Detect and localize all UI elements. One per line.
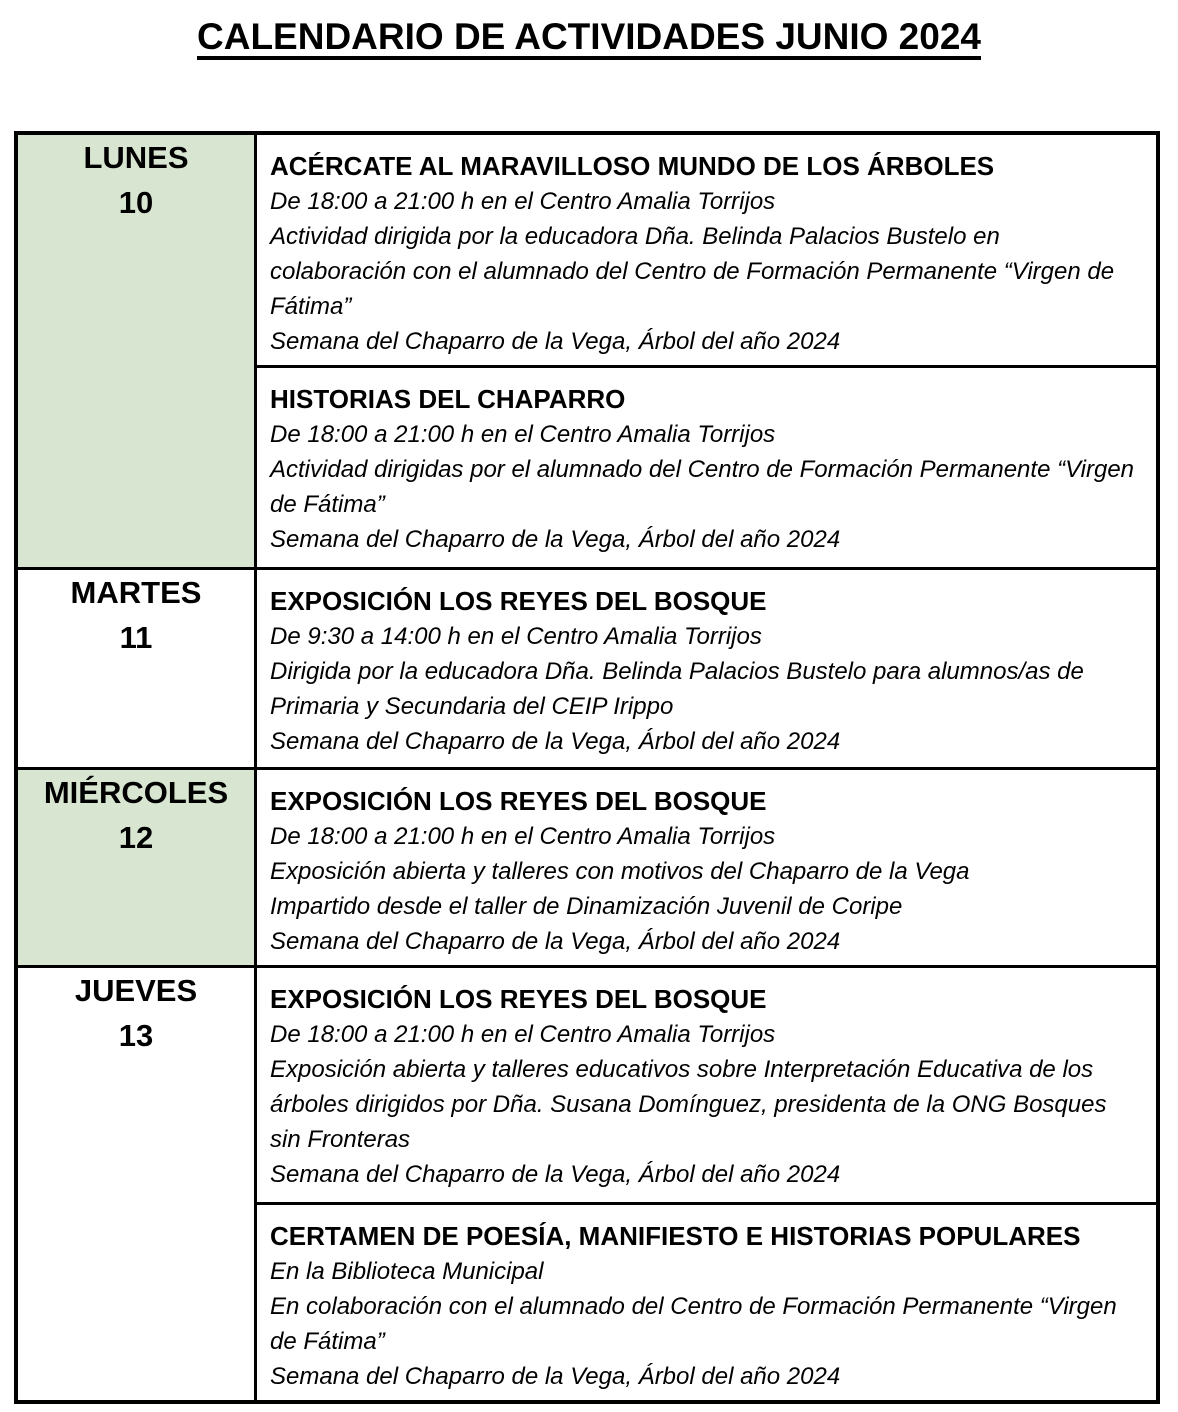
activity-detail: Exposición abierta y talleres con motivos del Chaparro de la Vega	[270, 858, 970, 885]
activity-detail: De 18:00 a 21:00 h en el Centro Amalia Torrijos	[270, 823, 776, 850]
activity-detail: Actividad dirigida por la educadora Dña. Belinda Palacios Bustelo en colaboración con el alumnado del Centro de Formación Permanente “Virgen de Fátima”	[270, 223, 1115, 320]
activity-title: EXPOSICIÓN LOS REYES DEL BOSQUE	[270, 586, 767, 616]
activity-detail: Exposición abierta y talleres educativos sobre Interpretación Educativa de los árboles dirigidos por Dña. Susana Domínguez, presidenta de la ONG Bosques sin Fronteras	[270, 1056, 1107, 1153]
activity-title: HISTORIAS DEL CHAPARRO	[270, 384, 626, 414]
activity-title: CERTAMEN DE POESÍA, MANIFIESTO E HISTORIAS POPULARES	[270, 1221, 1081, 1251]
activity-detail: Semana del Chaparro de la Vega, Árbol del año 2024	[270, 728, 841, 755]
day-name: MARTES	[70, 575, 202, 610]
activity-detail: De 9:30 a 14:00 h en el Centro Amalia Torrijos	[270, 623, 762, 650]
day-cell-martes	[16, 569, 256, 769]
day-number: 11	[119, 619, 153, 655]
activity-cell-lunes-1	[256, 133, 1159, 367]
activity-detail: En la Biblioteca Municipal	[270, 1258, 544, 1285]
activity-detail: De 18:00 a 21:00 h en el Centro Amalia Torrijos	[270, 1021, 776, 1048]
activity-cell-lunes-2	[256, 367, 1159, 569]
activity-detail: Semana del Chaparro de la Vega, Árbol del año 2024	[270, 1363, 841, 1390]
activity-detail: Semana del Chaparro de la Vega, Árbol del año 2024	[270, 526, 841, 553]
activity-detail: De 18:00 a 21:00 h en el Centro Amalia Torrijos	[270, 421, 776, 448]
activity-detail: Actividad dirigidas por el alumnado del Centro de Formación Permanente “Virgen de Fátima”	[270, 456, 1135, 518]
activity-cell-jueves-1	[256, 967, 1159, 1204]
day-name: LUNES	[83, 140, 189, 175]
page-title: CALENDARIO DE ACTIVIDADES JUNIO 2024	[197, 16, 981, 57]
table-row-jueves	[16, 967, 1158, 1204]
table-row-miercoles	[16, 769, 1158, 967]
activity-cell-miercoles	[256, 769, 1159, 967]
day-cell-jueves	[16, 967, 256, 1403]
activity-title: ACÉRCATE AL MARAVILLOSO MUNDO DE LOS ÁRBOLES	[270, 151, 995, 181]
activity-detail: De 18:00 a 21:00 h en el Centro Amalia Torrijos	[270, 188, 776, 215]
activities-table	[14, 131, 1160, 1404]
table-row-martes	[16, 569, 1158, 769]
day-cell-lunes	[16, 133, 256, 569]
activity-detail: Semana del Chaparro de la Vega, Árbol del año 2024	[270, 328, 841, 355]
day-name: JUEVES	[74, 973, 198, 1008]
day-name: MIÉRCOLES	[43, 775, 229, 810]
day-number: 12	[118, 819, 154, 855]
activity-title: EXPOSICIÓN LOS REYES DEL BOSQUE	[270, 786, 767, 816]
activity-detail: Impartido desde el taller de Dinamización Juvenil de Coripe	[270, 893, 903, 920]
activity-detail: Semana del Chaparro de la Vega, Árbol del año 2024	[270, 1161, 841, 1188]
activity-detail: Semana del Chaparro de la Vega, Árbol del año 2024	[270, 928, 841, 955]
table-row-lunes	[16, 133, 1158, 367]
activity-detail: Dirigida por la educadora Dña. Belinda Palacios Bustelo para alumnos/as de Primaria y Secundaria del CEIP Irippo	[270, 658, 1084, 720]
day-cell-miercoles	[16, 769, 256, 967]
activity-cell-jueves-2	[256, 1204, 1159, 1403]
activity-cell-martes	[256, 569, 1159, 769]
activity-detail: En colaboración con el alumnado del Centro de Formación Permanente “Virgen de Fátima”	[270, 1293, 1117, 1355]
day-number: 13	[118, 1017, 154, 1053]
day-number: 10	[118, 184, 154, 220]
activity-title: EXPOSICIÓN LOS REYES DEL BOSQUE	[270, 984, 767, 1014]
